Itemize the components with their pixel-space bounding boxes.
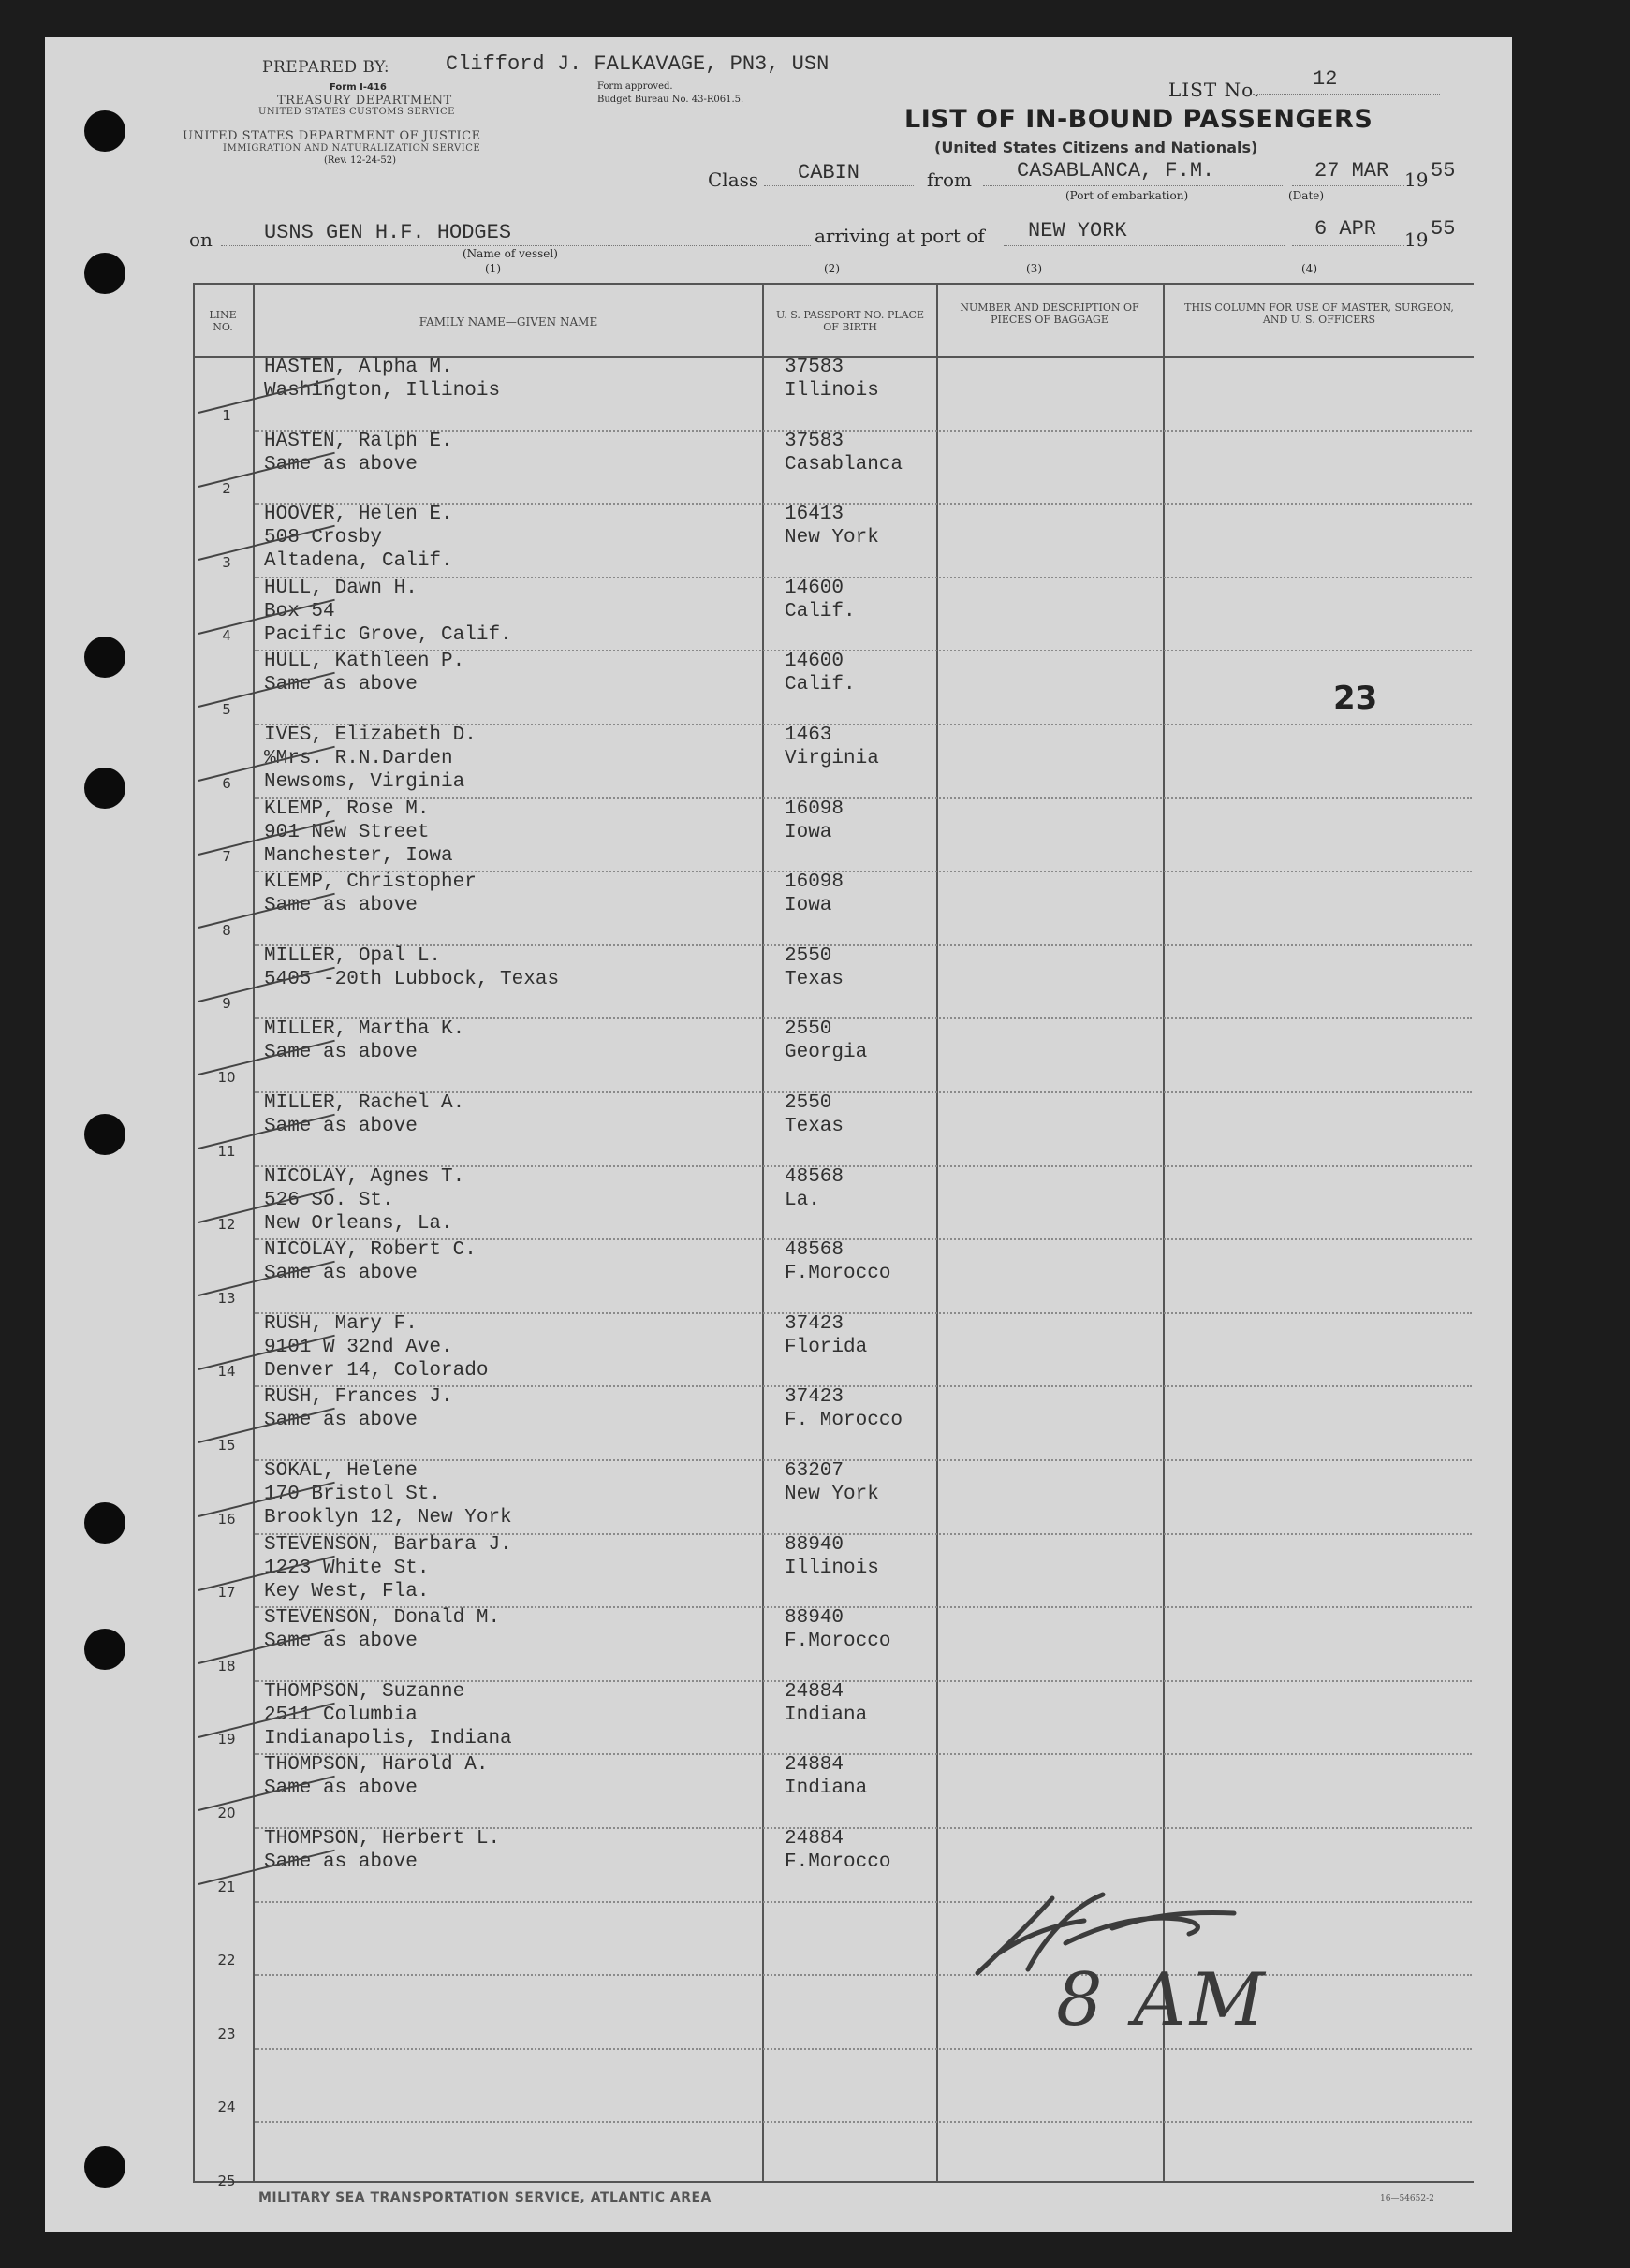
binder-hole [84, 1629, 125, 1670]
passenger-name: THOMPSON, Suzanne 2511 Columbia Indianapolis, Indiana [264, 1680, 512, 1749]
line-number: 19 [217, 1731, 236, 1749]
passport-birthplace: 24884 F.Morocco [785, 1828, 891, 1873]
line-number: 17 [217, 1584, 236, 1602]
passport-birthplace: 2550 Texas [785, 944, 844, 990]
prepared-by-value: Clifford J. FALKAVAGE, PN3, USN [446, 52, 830, 76]
passenger-name: HASTEN, Ralph E. Same as above [264, 430, 453, 476]
passenger-name: MILLER, Opal L. 5405 -20th Lubbock, Texas [264, 944, 560, 990]
col-header-passport: U. S. PASSPORT NO. PLACE OF BIRTH [775, 309, 925, 333]
document-title: LIST OF IN-BOUND PASSENGERS [904, 105, 1373, 134]
line-number: 13 [217, 1289, 236, 1307]
col-header-officers: THIS COLUMN FOR USE OF MASTER, SURGEON, AND U. S. OFFICERS [1184, 301, 1454, 326]
passport-birthplace: 14600 Calif. [785, 651, 856, 696]
passport-birthplace: 16098 Iowa [785, 871, 844, 917]
binder-hole [84, 253, 125, 294]
passport-birthplace: 88940 F.Morocco [785, 1607, 891, 1653]
line-number: 5 [222, 701, 231, 718]
line-number: 22 [217, 1952, 236, 1969]
passenger-name: SOKAL, Helene 170 Bristol St. Brooklyn 12, New York [264, 1460, 512, 1529]
on-label: on [189, 228, 213, 251]
date-caption: (Date) [1288, 189, 1325, 202]
footer-code: 16—54652-2 [1380, 2194, 1434, 2203]
passenger-name: MILLER, Rachel A. Same as above [264, 1092, 465, 1137]
prepared-by-label: PREPARED BY: [262, 58, 390, 77]
budget-bureau: Budget Bureau No. 43-R061.5. [597, 95, 744, 105]
passport-birthplace: 24884 Indiana [785, 1754, 868, 1800]
line-number: 20 [217, 1805, 236, 1822]
date1-year-prefix: 19 [1404, 168, 1429, 191]
line-number: 1 [222, 406, 231, 424]
passenger-name: IVES, Elizabeth D. %Mrs. R.N.Darden Newsoms, Virginia [264, 724, 477, 793]
line-number: 23 [217, 2025, 236, 2042]
vessel-name: USNS GEN H.F. HODGES [264, 221, 512, 244]
binder-hole [84, 1114, 125, 1155]
passport-birthplace: 2550 Texas [785, 1092, 844, 1137]
row-divider [255, 1974, 1472, 1976]
passenger-name: STEVENSON, Donald M. Same as above [264, 1607, 501, 1653]
passport-birthplace: 37423 F. Morocco [785, 1386, 903, 1432]
passport-birthplace: 16098 Iowa [785, 797, 844, 843]
from-label: from [927, 168, 972, 191]
line-number: 4 [222, 627, 231, 645]
line-number: 11 [217, 1142, 236, 1160]
binder-hole [84, 110, 125, 152]
passenger-name: HOOVER, Helen E. 508 Crosby Altadena, Calif. [264, 504, 453, 573]
arrival-date: 6 APR [1314, 217, 1377, 241]
line-number: 3 [222, 553, 231, 571]
handwritten-initials [972, 1887, 1253, 1981]
line-number: 12 [217, 1216, 236, 1234]
binder-hole [84, 1502, 125, 1544]
passenger-name: MILLER, Martha K. Same as above [264, 1018, 465, 1064]
passport-birthplace: 1463 Virginia [785, 724, 879, 769]
ins-service: IMMIGRATION AND NATURALIZATION SERVICE [223, 143, 481, 154]
line-number: 6 [222, 774, 231, 792]
arrival-year-prefix: 19 [1404, 228, 1429, 251]
passport-birthplace: 37583 Casablanca [785, 430, 903, 476]
port-of-embarkation: CASABLANCA, F.M. [1017, 159, 1215, 183]
line-number: 18 [217, 1657, 236, 1675]
document-subtitle: (United States Citizens and Nationals) [934, 139, 1258, 156]
passport-birthplace: 48568 La. [785, 1165, 844, 1211]
line-number: 15 [217, 1437, 236, 1454]
line-number: 24 [217, 2099, 236, 2116]
col2-ref: (2) [824, 262, 840, 275]
list-no-label: LIST No. [1168, 79, 1261, 101]
passenger-name: RUSH, Mary F. 9101 W 32nd Ave. Denver 14, Colorado [264, 1312, 489, 1382]
passenger-name: THOMPSON, Herbert L. Same as above [264, 1828, 501, 1873]
col-header-line-no: LINE NO. [209, 309, 237, 333]
row-divider [255, 2121, 1472, 2123]
footer-msts: MILITARY SEA TRANSPORTATION SERVICE, ATLANTIC AREA [258, 2190, 712, 2205]
passport-birthplace: 24884 Indiana [785, 1680, 868, 1726]
row-divider [255, 2048, 1472, 2050]
revision: (Rev. 12-24-52) [324, 155, 397, 166]
passenger-name: RUSH, Frances J. Same as above [264, 1386, 453, 1432]
passenger-name: HULL, Kathleen P. Same as above [264, 651, 465, 696]
port-embarkation-caption: (Port of embarkation) [1065, 189, 1189, 202]
col1-ref: (1) [485, 262, 501, 275]
passenger-name: STEVENSON, Barbara J. 1223 White St. Key West, Fla. [264, 1533, 512, 1602]
passport-birthplace: 14600 Calif. [785, 577, 856, 622]
binder-hole [84, 637, 125, 678]
handwritten-time: 8 AM [1056, 1958, 1269, 2042]
passport-birthplace: 2550 Georgia [785, 1018, 868, 1064]
col-header-baggage: NUMBER AND DESCRIPTION OF PIECES OF BAGGAGE [960, 301, 1139, 326]
arrival-port: NEW YORK [1028, 219, 1127, 242]
line-number: 10 [217, 1069, 236, 1086]
line-number: 8 [222, 921, 231, 939]
col-header-name: FAMILY NAME—GIVEN NAME [419, 315, 598, 329]
date1-year: 55 [1431, 159, 1456, 183]
form-approved: Form approved. [597, 81, 673, 92]
treasury-dept: TREASURY DEPARTMENT [277, 94, 452, 108]
col3-ref: (3) [1026, 262, 1042, 275]
passport-birthplace: 37423 Florida [785, 1312, 868, 1358]
line-number: 16 [217, 1510, 236, 1528]
passenger-name: NICOLAY, Agnes T. 526 So. St. New Orleans, La. [264, 1165, 465, 1235]
passport-birthplace: 63207 New York [785, 1460, 879, 1505]
passport-birthplace: 37583 Illinois [785, 357, 879, 402]
line-number: 9 [222, 995, 231, 1013]
arriving-label: arriving at port of [815, 225, 985, 247]
arrival-year: 55 [1431, 217, 1456, 241]
class-value: CABIN [798, 161, 860, 184]
passenger-name: HULL, Dawn H. Box 54 Pacific Grove, Calif. [264, 577, 512, 646]
binder-hole [84, 768, 125, 809]
passenger-name: KLEMP, Christopher Same as above [264, 871, 477, 917]
passenger-name: HASTEN, Alpha M. Washington, Illinois [264, 357, 501, 402]
passenger-name: KLEMP, Rose M. 901 New Street Manchester, Iowa [264, 797, 453, 867]
customs-service: UNITED STATES CUSTOMS SERVICE [258, 107, 455, 117]
passport-birthplace: 88940 Illinois [785, 1533, 879, 1579]
passport-birthplace: 16413 New York [785, 504, 879, 549]
passenger-name: NICOLAY, Robert C. Same as above [264, 1239, 477, 1285]
line-number: 2 [222, 480, 231, 498]
binder-hole [84, 2146, 125, 2188]
col4-ref: (4) [1301, 262, 1317, 275]
vessel-caption: (Name of vessel) [463, 247, 558, 260]
passport-birthplace: 48568 F.Morocco [785, 1239, 891, 1285]
count-annotation: 23 [1333, 680, 1378, 717]
line-number: 25 [217, 2173, 236, 2189]
line-number: 14 [217, 1363, 236, 1381]
justice-dept: UNITED STATES DEPARTMENT OF JUSTICE [183, 129, 481, 143]
form-number: Form I-416 [330, 82, 387, 93]
list-no-value: 12 [1313, 67, 1338, 91]
line-number: 7 [222, 848, 231, 866]
passenger-name: THOMPSON, Harold A. Same as above [264, 1754, 489, 1800]
embarkation-date: 27 MAR [1314, 159, 1389, 183]
class-label: Class [708, 168, 759, 191]
line-number: 21 [217, 1878, 236, 1895]
row-divider [255, 1901, 1472, 1903]
